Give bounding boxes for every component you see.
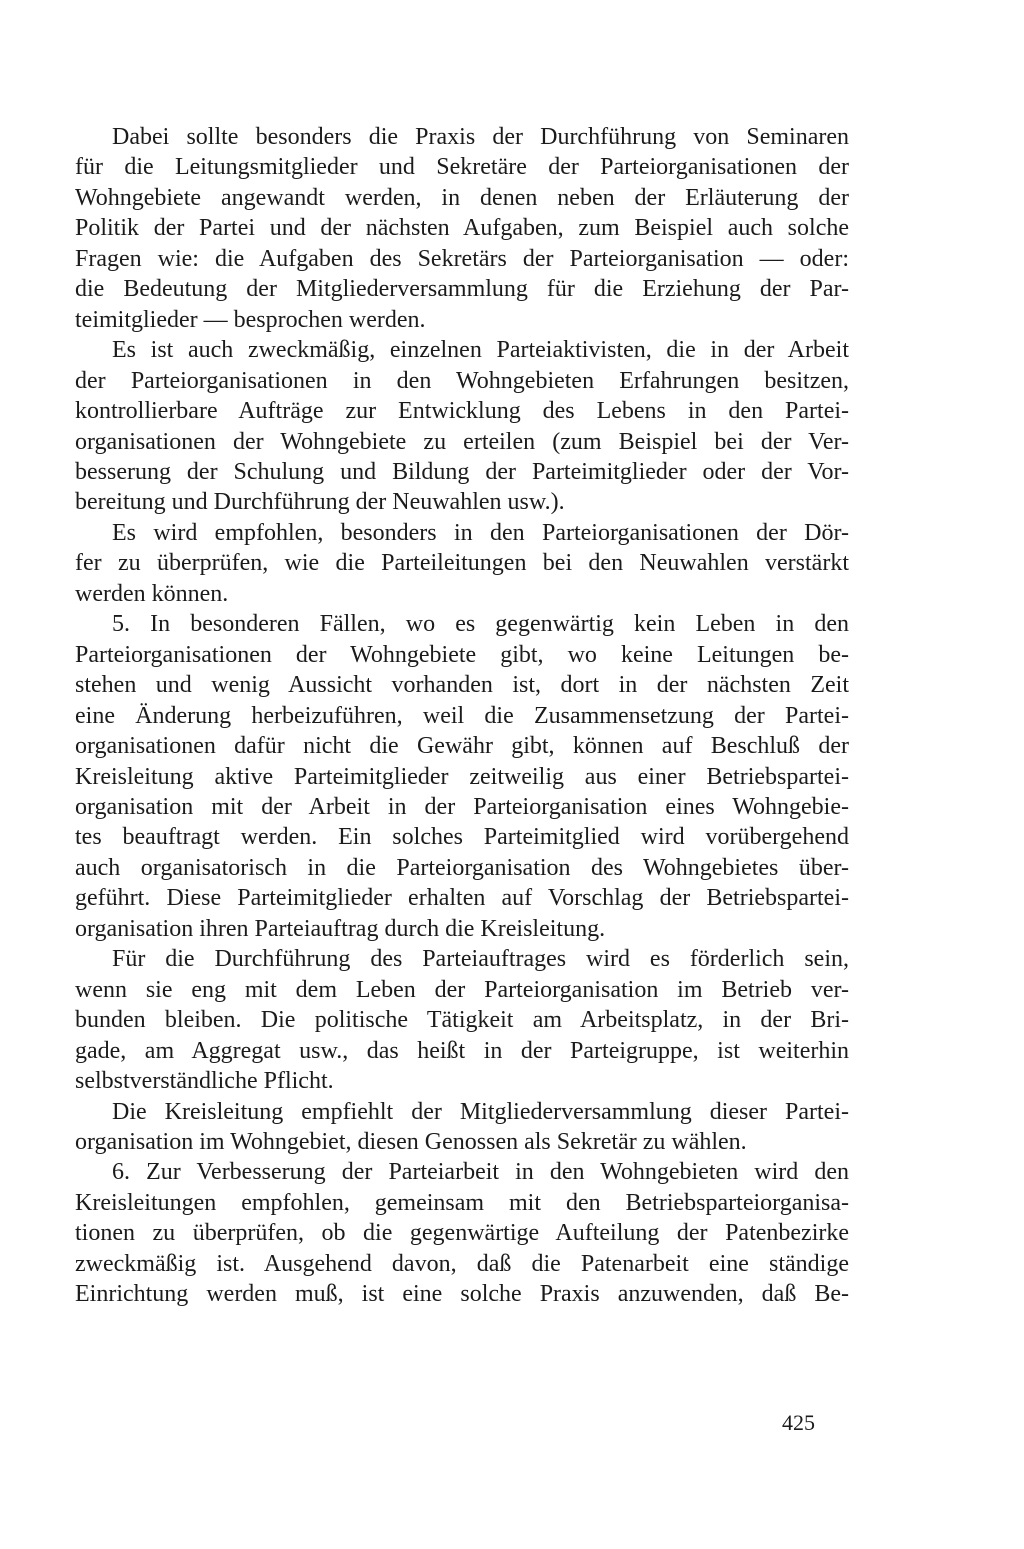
text-line: besserung der Schulung und Bildung der Parteimitglieder oder der Vor- (75, 458, 849, 485)
text-line: Die Kreisleitung empfiehlt der Mitgliederversammlung dieser Partei- (112, 1098, 849, 1125)
text-line: bereitung und Durchführung der Neuwahlen usw.). (75, 489, 565, 516)
paragraph (75, 1097, 849, 1158)
text-line: 6. Zur Verbesserung der Parteiarbeit in den Wohngebieten wird den (112, 1159, 849, 1186)
text-line: Wohngebiete angewandt werden, in denen neben der Erläuterung der (75, 184, 849, 211)
text-line: teimitglieder — besprochen werden. (75, 306, 426, 333)
text-line: organisationen dafür nicht die Gewähr gibt, können auf Beschluß der (75, 733, 849, 760)
page-number: 425 (782, 1410, 815, 1435)
text-line: Für die Durchführung des Parteiauftrages wird es förderlich sein, (112, 946, 849, 973)
text-line: Einrichtung werden muß, ist eine solche Praxis anzuwenden, daß Be- (75, 1281, 849, 1308)
text-line: die Bedeutung der Mitgliederversammlung für die Erziehung der Par- (75, 276, 849, 303)
text-line: zweckmäßig ist. Ausgehend davon, daß die Patenarbeit eine ständige (75, 1250, 849, 1277)
paragraph (75, 122, 849, 335)
text-line: bunden bleiben. Die politische Tätigkeit am Arbeitsplatz, in der Bri- (75, 1007, 849, 1034)
text-line: organisation ihren Parteiauftrag durch die Kreisleitung. (75, 915, 606, 942)
text-line: organisation im Wohngebiet, diesen Genossen als Sekretär zu wählen. (75, 1128, 747, 1155)
text-line: Kreisleitung aktive Parteimitglieder zeitweilig aus einer Betriebspartei- (75, 763, 849, 790)
paragraph (75, 609, 849, 944)
text-line: organisation mit der Arbeit in der Parteiorganisation eines Wohngebie- (75, 793, 849, 820)
text-line: werden können. (75, 580, 229, 607)
paragraph (75, 518, 849, 609)
text-line: Es ist auch zweckmäßig, einzelnen Parteiaktivisten, die in der Arbeit (112, 337, 849, 364)
text-line: stehen und wenig Aussicht vorhanden ist, dort in der nächsten Zeit (75, 672, 849, 699)
text-line: gade, am Aggregat usw., das heißt in der Parteigruppe, ist weiterhin (75, 1037, 849, 1064)
text-line: Es wird empfohlen, besonders in den Parteiorganisationen der Dör- (112, 519, 849, 546)
text-line: kontrollierbare Aufträge zur Entwicklung des Lebens in den Partei- (75, 398, 849, 425)
text-line: 5. In besonderen Fällen, wo es gegenwärtig kein Leben in den (112, 611, 849, 638)
body-text (75, 122, 849, 1310)
text-line: der Parteiorganisationen in den Wohngebieten Erfahrungen besitzen, (75, 367, 849, 394)
text-line: selbstverständliche Pflicht. (75, 1068, 334, 1095)
text-line: Fragen wie: die Aufgaben des Sekretärs der Parteiorganisation — oder: (75, 245, 849, 272)
text-line: eine Änderung herbeizuführen, weil die Zusammensetzung der Partei- (75, 702, 849, 729)
text-line: für die Leitungsmitglieder und Sekretäre der Parteiorganisationen der (75, 154, 849, 181)
paragraph (75, 1157, 849, 1309)
paragraph (75, 335, 849, 518)
text-line: wenn sie eng mit dem Leben der Parteiorganisation im Betrieb ver- (75, 976, 849, 1003)
text-line: Parteiorganisationen der Wohngebiete gibt, wo keine Leitungen be- (75, 641, 849, 668)
text-line: tionen zu überprüfen, ob die gegenwärtige Aufteilung der Patenbezirke (75, 1220, 849, 1247)
text-line: organisationen der Wohngebiete zu erteilen (zum Beispiel bei der Ver- (75, 428, 849, 455)
text-line: tes beauftragt werden. Ein solches Parteimitglied wird vorübergehend (75, 824, 849, 851)
text-line: geführt. Diese Parteimitglieder erhalten auf Vorschlag der Betriebspartei- (75, 885, 849, 912)
text-line: Kreisleitungen empfohlen, gemeinsam mit den Betriebsparteiorganisa- (75, 1189, 849, 1216)
paragraph (75, 944, 849, 1096)
text-line: auch organisatorisch in die Parteiorganisation des Wohngebietes über- (75, 854, 849, 881)
text-line: Dabei sollte besonders die Praxis der Durchführung von Seminaren (112, 124, 849, 150)
text-line: Politik der Partei und der nächsten Aufgaben, zum Beispiel auch solche (75, 215, 849, 242)
text-line: fer zu überprüfen, wie die Parteileitungen bei den Neuwahlen verstärkt (75, 550, 849, 577)
